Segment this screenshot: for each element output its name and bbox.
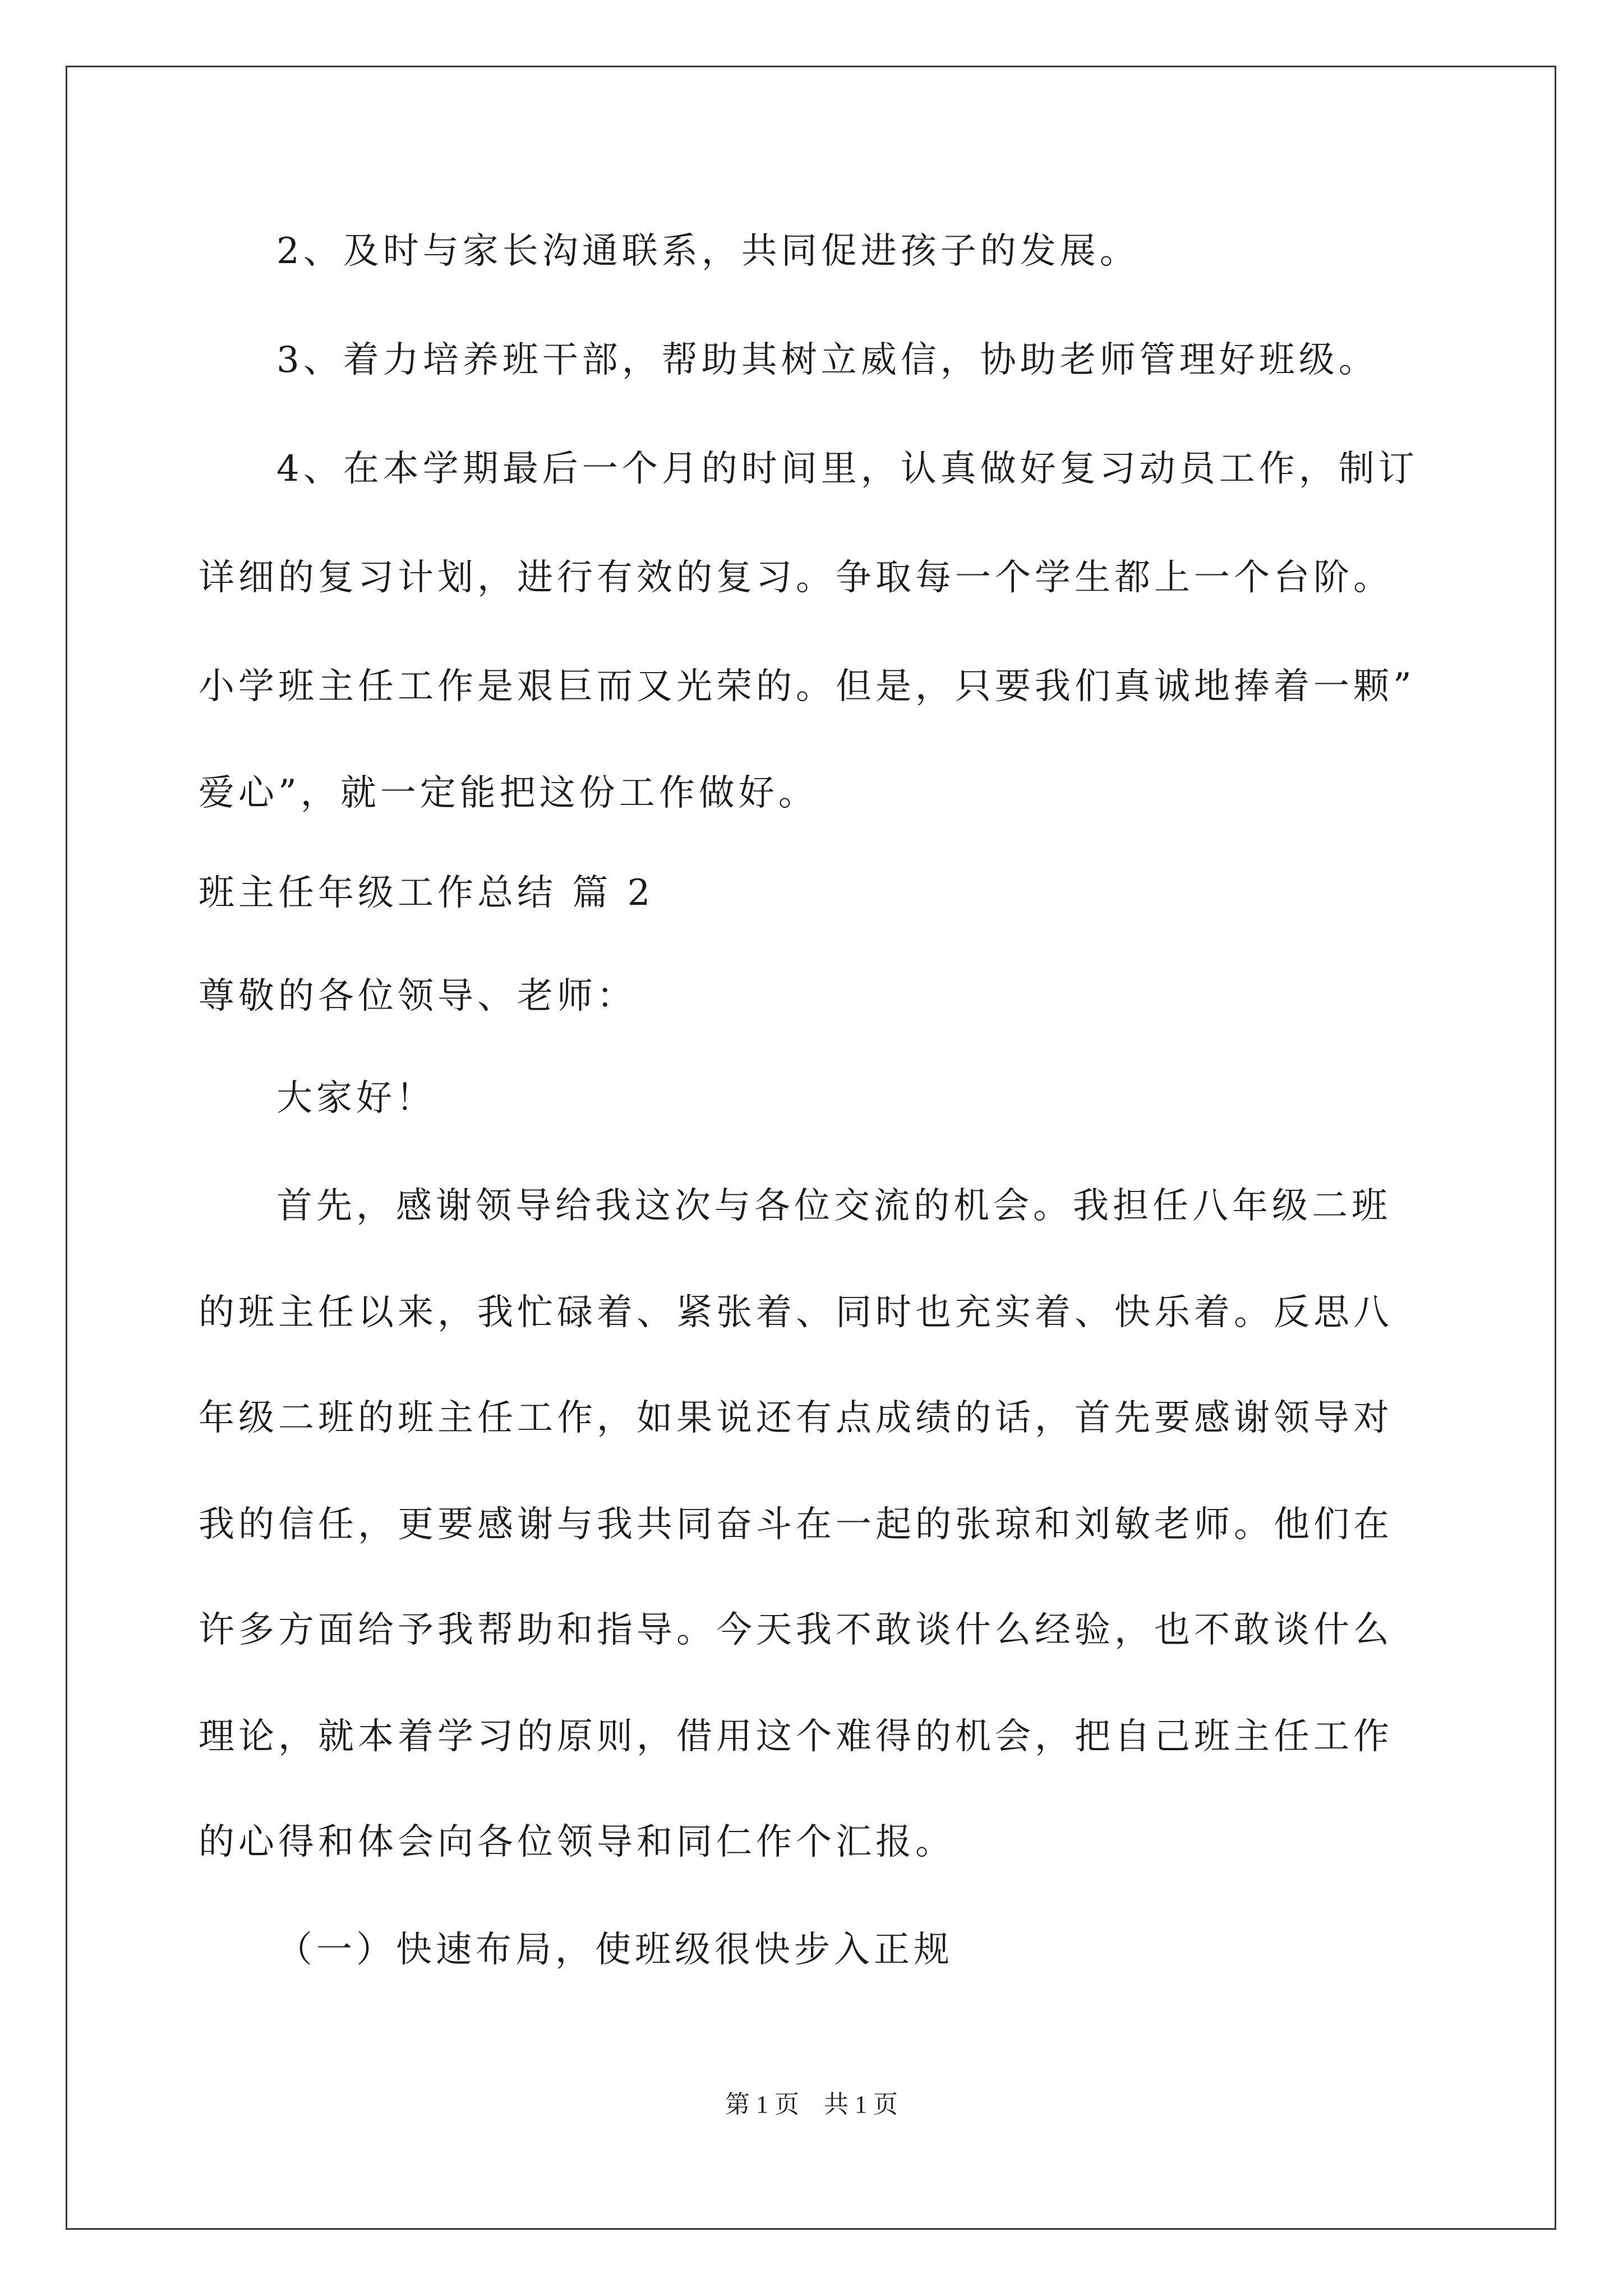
salutation: 尊敬的各位领导、老师：: [199, 976, 637, 1017]
text-line: 的心得和体会向各位领导和同仁作个汇报。: [199, 1821, 955, 1863]
subsection-heading: （一）快速布局，使班级很快步入正规: [276, 1929, 953, 1971]
text-line: 爱心”，就一定能把这份工作做好。: [199, 772, 818, 814]
text-line: 4、在本学期最后一个月的时间里，认真做好复习动员工作，制订: [276, 448, 1418, 490]
text-line: 的班主任以来，我忙碌着、紧张着、同时也充实着、快乐着。反思八: [199, 1292, 1393, 1333]
text-line: 年级二班的班主任工作，如果说还有点成绩的话，首先要感谢领导对: [199, 1397, 1393, 1439]
greeting: 大家好！: [276, 1078, 436, 1119]
text-line: 我的信任，更要感谢与我共同奋斗在一起的张琼和刘敏老师。他们在: [199, 1504, 1393, 1545]
text-line: 详细的复习计划，进行有效的复习。争取每一个学生都上一个台阶。: [199, 557, 1393, 599]
text-line: 许多方面给予我帮助和指导。今天我不敢谈什么经验，也不敢谈什么: [199, 1609, 1393, 1651]
text-line: 小学班主任工作是艰巨而又光荣的。但是，只要我们真诚地捧着一颗”: [199, 666, 1415, 707]
page-footer: 第 1 页 共 1 页: [725, 2091, 898, 2118]
section-heading: 班主任年级工作总结 篇 2: [199, 872, 654, 914]
page-border: [66, 66, 1556, 2230]
text-line: 2、及时与家长沟通联系，共同促进孩子的发展。: [276, 231, 1140, 272]
text-line: 理论，就本着学习的原则，借用这个难得的机会，把自己班主任工作: [199, 1716, 1393, 1757]
text-line: 首先，感谢领导给我这次与各位交流的机会。我担任八年级二班: [276, 1185, 1391, 1227]
text-line: 3、着力培养班干部，帮助其树立威信，协助老师管理好班级。: [276, 339, 1378, 381]
